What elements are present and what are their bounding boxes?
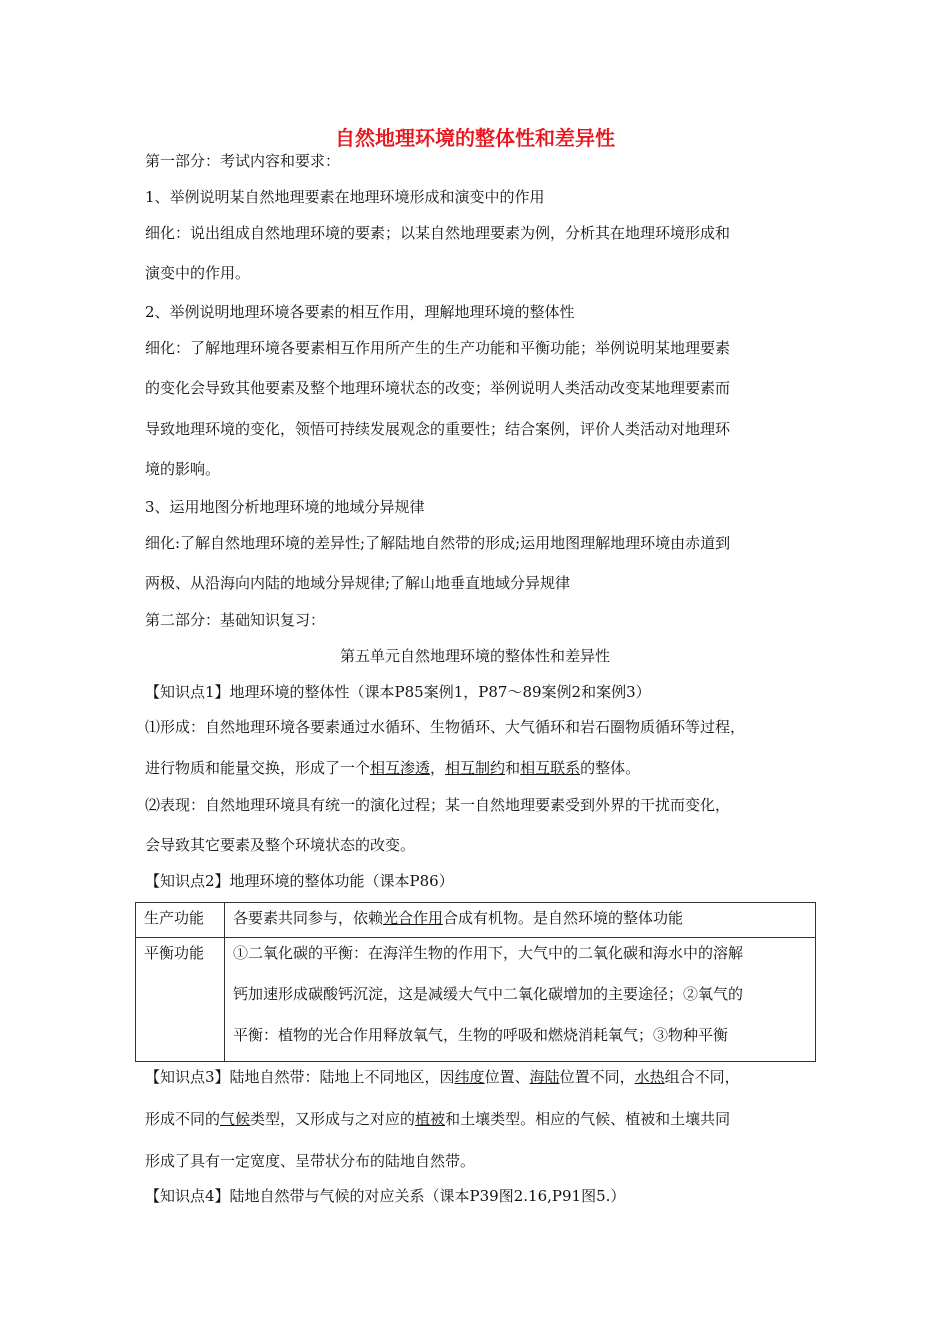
part1-item2: 2、举例说明地理环境各要素的相互作用，理解地理环境的整体性 xyxy=(145,303,575,321)
unit-title: 第五单元自然地理环境的整体性和差异性 xyxy=(339,647,610,665)
kp1-formation-line: 进行物质和能量交换，形成了一个相互渗透，相互制约和相互联系的整体。 xyxy=(145,759,641,777)
part1-item1: 1、举例说明某自然地理要素在地理环境形成和演变中的作用 xyxy=(145,188,545,206)
table-label-cell: 平衡功能 xyxy=(136,938,225,1062)
part1-item2-detail: 境的影响。 xyxy=(145,460,221,478)
part1-heading: 第一部分：考试内容和要求： xyxy=(145,152,341,170)
underlined-term: 气候 xyxy=(220,1110,251,1128)
kp2-heading: 【知识点2】地理环境的整体功能（课本P86） xyxy=(145,872,454,890)
kp3-line: 形成了具有一定宽度、呈带状分布的陆地自然带。 xyxy=(145,1152,476,1170)
kp4-heading: 【知识点4】陆地自然带与气候的对应关系（课本P39图2.16,P91图5.） xyxy=(145,1187,626,1205)
part1-item3-detail: 细化:了解自然地理环境的差异性;了解陆地自然带的形成;运用地图理解地理环境由赤道到 xyxy=(145,534,731,552)
kp1-expression-line: 会导致其它要素及整个环境状态的改变。 xyxy=(145,836,416,854)
underlined-term: 水热 xyxy=(634,1068,665,1086)
underlined-term: 相互联系 xyxy=(520,759,581,777)
underlined-term: 相互渗透 xyxy=(370,759,431,777)
part1-item3-detail: 两极、从沿海向内陆的地域分异规律;了解山地垂直地域分异规律 xyxy=(145,574,571,592)
part1-item1-detail: 演变中的作用。 xyxy=(145,264,251,282)
table-label-cell: 生产功能 xyxy=(136,903,225,938)
underlined-term: 海陆 xyxy=(529,1068,560,1086)
kp3-line: 【知识点3】陆地自然带：陆地上不同地区，因纬度位置、海陆位置不同，水热组合不同， xyxy=(145,1068,740,1086)
kp3-line: 形成不同的气候类型，又形成与之对应的植被和土壤类型。相应的气候、植被和土壤共同 xyxy=(145,1110,731,1128)
document-title: 自然地理环境的整体性和差异性 xyxy=(335,126,615,150)
table-row xyxy=(136,938,816,1062)
part2-heading: 第二部分：基础知识复习： xyxy=(145,611,326,629)
underlined-term: 植被 xyxy=(415,1110,446,1128)
part1-item2-detail: 的变化会导致其他要素及整个地理环境状态的改变；举例说明人类活动改变某地理要素而 xyxy=(145,379,731,397)
table-content-cell: ①二氧化碳的平衡：在海洋生物的作用下，大气中的二氧化碳和海水中的溶解 钙加速形成碳酸钙沉淀，这是减缓大气中二氧化碳增加的主要途径；②氧气的 平衡：植物的光合作用释放氧气，生物的呼吸和燃烧消耗氧气；③物种平衡 xyxy=(225,938,816,1062)
kp1-formation-line: ⑴形成：自然地理环境各要素通过水循环、生物循环、大气循环和岩石圈物质循环等过程， xyxy=(145,718,746,736)
part1-item1-detail: 细化：说出组成自然地理环境的要素；以某自然地理要素为例，分析其在地理环境形成和 xyxy=(145,224,731,242)
underlined-term: 光合作用 xyxy=(383,909,444,927)
kp1-expression-line: ⑵表现：自然地理环境具有统一的演化过程；某一自然地理要素受到外界的干扰而变化， xyxy=(145,796,731,814)
kp1-heading: 【知识点1】地理环境的整体性（课本P85案例1，P87～89案例2和案例3） xyxy=(145,683,651,701)
part1-item2-detail: 导致地理环境的变化，领悟可持续发展观念的重要性；结合案例，评价人类活动对地理环 xyxy=(145,420,731,438)
table-row xyxy=(136,903,816,938)
underlined-term: 相互制约 xyxy=(445,759,506,777)
part1-item2-detail: 细化：了解地理环境各要素相互作用所产生的生产功能和平衡功能；举例说明某地理要素 xyxy=(145,339,731,357)
function-table xyxy=(135,902,816,1062)
table-content-cell: 各要素共同参与，依赖光合作用合成有机物。是自然环境的整体功能 xyxy=(225,903,816,938)
part1-item3: 3、运用地图分析地理环境的地域分异规律 xyxy=(145,498,425,516)
underlined-term: 纬度 xyxy=(454,1068,485,1086)
